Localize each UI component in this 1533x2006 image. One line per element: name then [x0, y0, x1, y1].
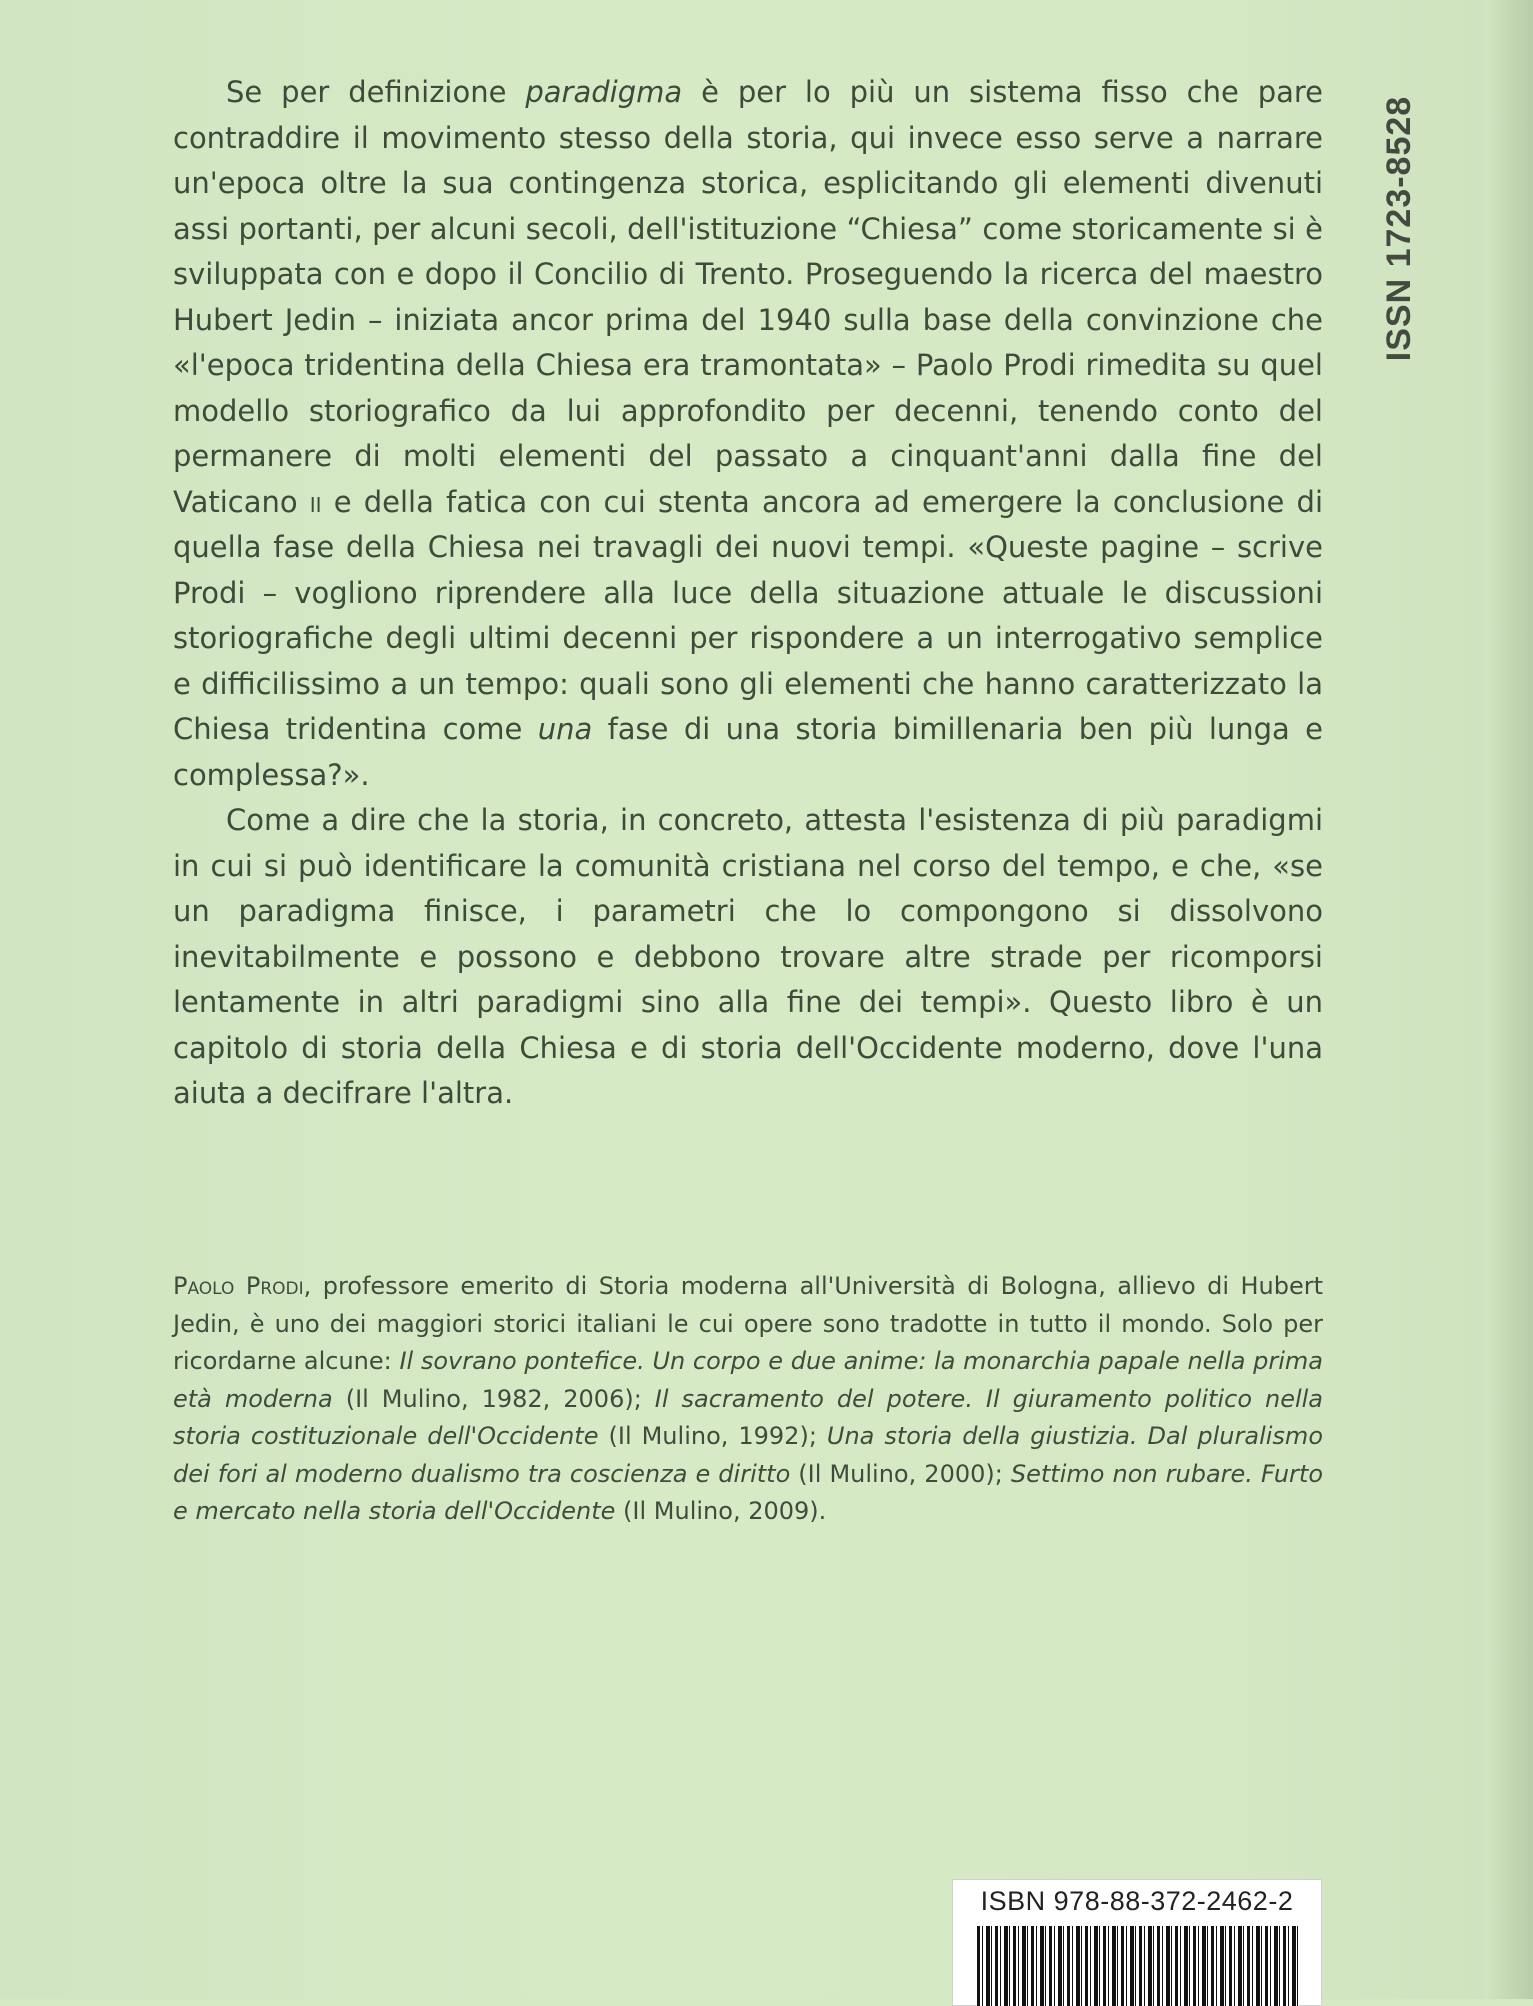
issn-label [1370, 78, 1430, 378]
issn-text: ISSN 1723-8528 [1380, 95, 1419, 361]
blurb-paragraph-2: Come a dire che la storia, in concreto, attesta l'esistenza di più paradigmi in cui si può identificare la comunità cristiana nel corso del tempo, e che, «se un paradigma finisce, i parametri che lo compongono si dissolvono inevitabilmente e possono e debbono trovare altre strade per ricomporsi lentamente in altri paradigmi sino alla fine dei tempi». Questo libro è un capitolo di storia della Chiesa e di storia dell'Occidente moderno, dove l'una aiuta a decifrare l'altra. [173, 803, 1323, 1110]
work-title: Il sacramento del potere. Il giuramento politico nella storia costituzionale dell'Occidente [173, 1384, 1324, 1450]
work-title: Il sovrano pontefice. Un corpo e due anime: la monarchia papale nella prima età moderna [173, 1347, 1324, 1413]
work-title: Settimo non rubare. Furto e mercato nella storia dell'Occidente [173, 1459, 1323, 1525]
cover-edge-shadow [1485, 0, 1533, 1999]
barcode-label [952, 1879, 1322, 2006]
barcode-icon [977, 1926, 1299, 2006]
blurb [173, 70, 1323, 1117]
author-bio-paragraph: Paolo Prodi, professore emerito di Storia moderna all'Università di Bologna, allievo di Hubert Jedin, è uno dei maggiori storici italiani le cui opere sono tradotte in tutto il mondo. Solo per ricordarne alcune: Il sovrano pontefice. Un corpo e due anime: la monarchia papale nella prima età moderna (Il Mulino, 1982, 2006); Il sacramento del potere. Il giuramento politico nella storia costituzionale dell'Occidente (Il Mulino, 1992); Una storia della giustizia. Dal pluralismo dei fori al moderno dualismo tra coscienza e diritto (Il Mulino, 2000); Settimo non rubare. Furto e mercato nella storia dell'Occidente (Il Mulino, 2009). [173, 1272, 1324, 1525]
author-name: Paolo Prodi [173, 1272, 304, 1300]
author-bio [173, 1268, 1323, 1531]
work-title: Una storia della giustizia. Dal pluralismo dei fori al moderno dualismo tra coscienza e diritto [173, 1422, 1323, 1488]
isbn-text: ISBN 978-88-372-2462-2 [980, 1886, 1294, 1916]
blurb-paragraph-1: Se per definizione paradigma è per lo più un sistema fisso che pare contraddire il movimento stesso della storia, qui invece esso serve a narrare un'epoca oltre la sua contingenza storica, esplicitando gli elementi divenuti assi portanti, per alcuni secoli, dell'istituzione “Chiesa” come storicamente si è sviluppata con e dopo il Concilio di Trento. Proseguendo la ricerca del maestro Hubert Jedin – iniziata ancor prima del 1940 sulla base della convinzione che «l'epoca tridentina della Chiesa era tramontata» – Paolo Prodi rimedita su quel modello storiografico da lui approfondito per decenni, tenendo conto del permanere di molti elementi del passato a cinquant'anni dalla fine del Vaticano ii e della fatica con cui stenta ancora ad emergere la conclusione di quella fase della Chiesa nei travagli dei nuovi tempi. «Queste pagine – scrive Prodi – vogliono riprendere alla luce della situazione attuale le discussioni storiografiche degli ultimi decenni per rispondere a un interrogativo semplice e difficilissimo a un tempo: quali sono gli elementi che hanno caratterizzato la Chiesa tridentina come una fase di una storia bimillenaria ben più lunga e complessa?». [173, 75, 1324, 792]
